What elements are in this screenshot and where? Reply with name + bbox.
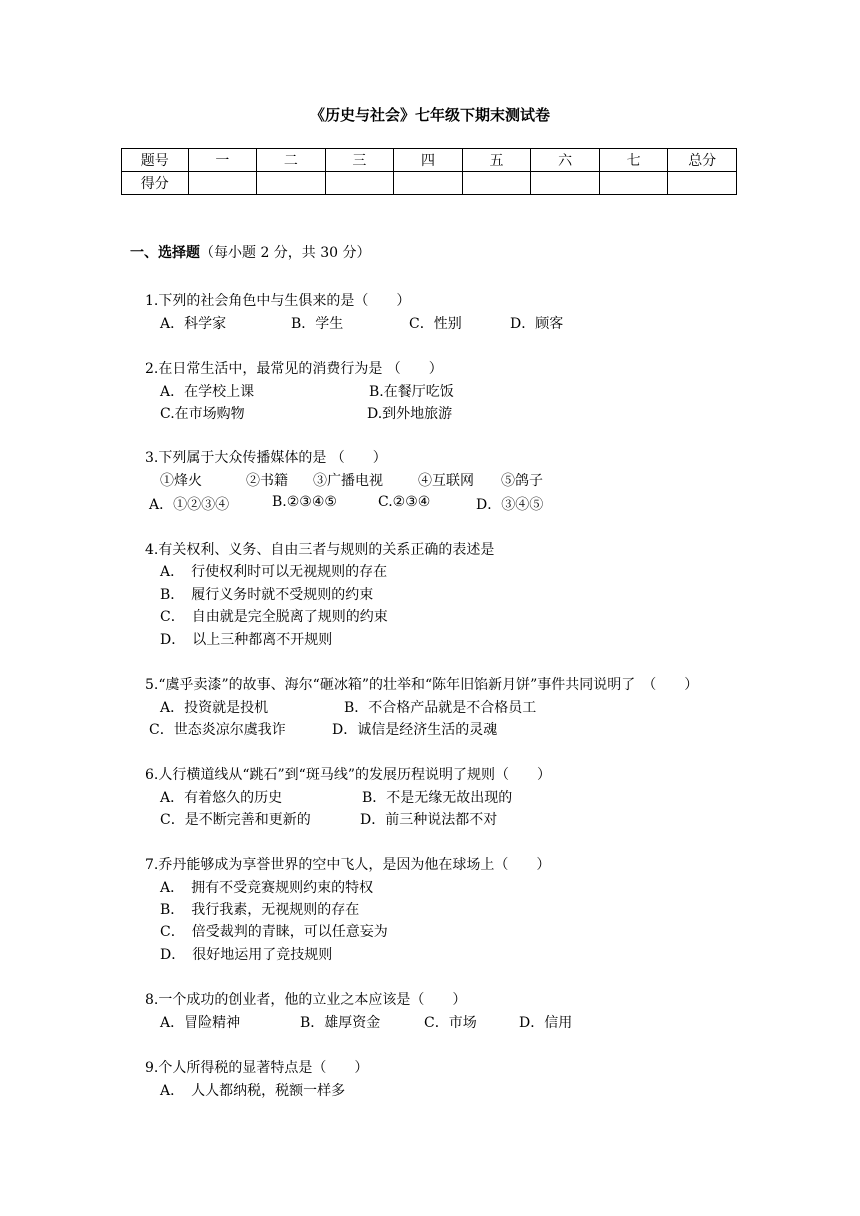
option: D． 很好地运用了竞技规则 [160, 947, 333, 963]
table-cell: 二 [257, 149, 326, 172]
option: A． 行使权利时可以无视规则的存在 [160, 564, 388, 580]
score-input-cell[interactable] [257, 172, 326, 195]
section-heading [130, 242, 371, 262]
score-input-cell[interactable] [531, 172, 600, 195]
table-cell: 总分 [668, 149, 737, 172]
question-stem: 8.一个成功的创业者，他的立业之本应该是（ ） [145, 992, 467, 1008]
option: B.②③④⑤ [272, 494, 337, 510]
option: A． 人人都纳税，税额一样多 [160, 1083, 346, 1099]
option: D．诚信是经济生活的灵魂 [332, 722, 498, 738]
score-input-cell[interactable] [462, 172, 531, 195]
option: C． 倍受裁判的青睐，可以任意妄为 [160, 924, 388, 940]
score-table-score-row [122, 172, 737, 195]
option: C．市场 [424, 1015, 477, 1031]
option: D． 以上三种都离不开规则 [160, 632, 333, 648]
option: C．是不断完善和更新的 [160, 812, 311, 828]
option: B.在餐厅吃饭 [369, 384, 454, 400]
question-stem: 5.“虞乎卖漆”的故事、海尔“砸冰箱”的壮举和“陈年旧馅新月饼”事件共同说明了 （ ） [145, 677, 699, 693]
score-input-cell[interactable] [394, 172, 463, 195]
sub-item: ④互联网 [418, 473, 474, 489]
sub-item: ②书籍 [246, 473, 288, 489]
option: A．投资就是投机 [160, 700, 269, 716]
option: D．③④⑤ [476, 497, 544, 513]
option: C． 自由就是完全脱离了规则的约束 [160, 609, 388, 625]
table-cell: 三 [325, 149, 394, 172]
question-stem: 6.人行横道线从“跳石”到“斑马线”的发展历程说明了规则（ ） [145, 767, 551, 783]
option: A．在学校上课 [160, 384, 255, 400]
score-table-header-row [122, 149, 737, 172]
option: A．冒险精神 [160, 1015, 241, 1031]
option: B．雄厚资金 [300, 1015, 381, 1031]
score-input-cell[interactable] [188, 172, 257, 195]
score-input-cell[interactable] [599, 172, 668, 195]
option: C．性别 [409, 316, 462, 332]
score-table [121, 148, 737, 195]
option: C.②③④ [378, 494, 431, 510]
table-cell: 五 [462, 149, 531, 172]
page-title: 《历史与社会》七年级下期末测试卷 [309, 106, 550, 124]
question-stem: 2.在日常生活中，最常见的消费行为是 （ ） [145, 361, 443, 377]
table-cell: 七 [599, 149, 668, 172]
question-stem: 4.有关权利、义务、自由三者与规则的关系正确的表述是 [145, 542, 495, 558]
table-cell: 题号 [122, 149, 189, 172]
option: D．信用 [519, 1015, 573, 1031]
option: D．顾客 [510, 316, 564, 332]
section-title: 一、选择题 [130, 245, 200, 261]
option: B．不合格产品就是不合格员工 [344, 700, 537, 716]
sub-item: ①烽火 [160, 473, 202, 489]
option: D．前三种说法都不对 [360, 812, 498, 828]
option: B． 履行义务时就不受规则的约束 [160, 587, 374, 603]
option: D.到外地旅游 [367, 406, 453, 422]
question-stem: 7.乔丹能够成为享誉世界的空中飞人，是因为他在球场上（ ） [145, 857, 551, 873]
option: C.在市场购物 [160, 406, 245, 422]
score-input-cell[interactable] [325, 172, 394, 195]
table-cell: 一 [188, 149, 257, 172]
option: B．不是无缘无故出现的 [362, 790, 513, 806]
option: B． 我行我素，无视规则的存在 [160, 902, 360, 918]
score-input-cell[interactable] [668, 172, 737, 195]
option: A．①②③④ [149, 497, 230, 513]
table-cell: 六 [531, 149, 600, 172]
option: A．科学家 [160, 316, 227, 332]
option: A． 拥有不受竞赛规则约束的特权 [160, 880, 374, 896]
section-note: （每小题 2 分，共 30 分） [200, 245, 371, 261]
question-stem: 3.下列属于大众传播媒体的是 （ ） [145, 450, 387, 466]
sub-item: ③广播电视 [313, 473, 383, 489]
table-cell: 四 [394, 149, 463, 172]
option: A．有着悠久的历史 [160, 790, 283, 806]
option: C．世态炎凉尔虞我诈 [149, 722, 286, 738]
sub-item: ⑤鸽子 [501, 473, 543, 489]
question-stem: 1.下列的社会角色中与生俱来的是（ ） [145, 293, 411, 309]
table-cell: 得分 [122, 172, 189, 195]
question-stem: 9.个人所得税的显著特点是（ ） [145, 1060, 369, 1076]
option: B．学生 [291, 316, 344, 332]
